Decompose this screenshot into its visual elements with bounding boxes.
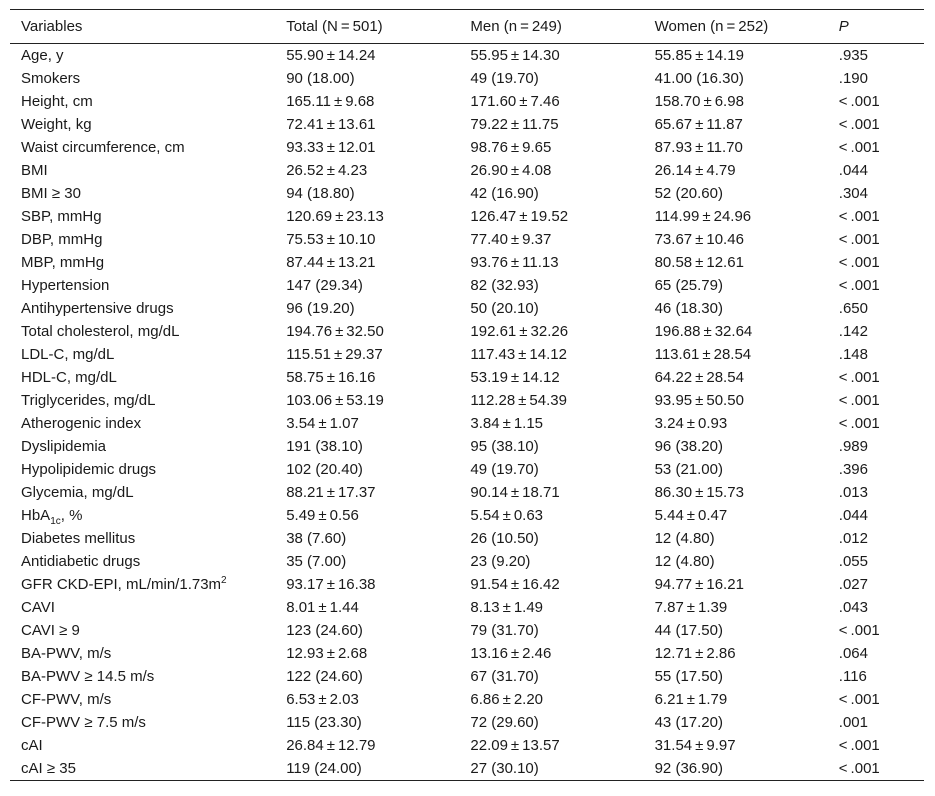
men-cell: 77.40 ± 9.37 (470, 231, 552, 248)
men-cell: 112.28 ± 54.39 (470, 392, 567, 409)
women-cell: 114.99 ± 24.96 (654, 208, 752, 225)
p-value-cell: .027 (838, 576, 868, 593)
men-cell: 192.61 ± 32.26 (470, 323, 569, 340)
women-cell: 44 (17.50) (654, 622, 723, 639)
total-cell: 94 (18.80) (286, 185, 355, 202)
variable-cell: Age, y (21, 47, 64, 64)
women-cell: 31.54 ± 9.97 (654, 737, 736, 754)
total-cell: 5.49 ± 0.56 (286, 507, 359, 524)
total-cell: 72.41 ± 13.61 (286, 116, 376, 133)
header-row (10, 10, 924, 44)
men-cell: 171.60 ± 7.46 (470, 93, 560, 110)
header-variables: Variables (21, 18, 83, 35)
variable-cell: cAI ≥ 35 (21, 760, 76, 777)
p-value-cell: .304 (838, 185, 868, 202)
table-row (10, 389, 924, 412)
total-cell: 123 (24.60) (286, 622, 363, 639)
variable-cell: Weight, kg (21, 116, 92, 133)
table-row (10, 251, 924, 274)
variable-cell: Total cholesterol, mg/dL (21, 323, 180, 340)
total-cell: 90 (18.00) (286, 70, 355, 87)
women-cell: 86.30 ± 15.73 (654, 484, 744, 501)
men-cell: 3.84 ± 1.15 (470, 415, 544, 432)
total-cell: 55.90 ± 14.24 (286, 47, 376, 64)
total-cell: 93.33 ± 12.01 (286, 139, 376, 156)
table-row (10, 136, 924, 159)
table-row (10, 596, 924, 619)
total-cell: 88.21 ± 17.37 (286, 484, 376, 501)
variable-cell: GFR CKD-EPI, $mL/\min/1.73m^2$ (21, 575, 227, 593)
men-cell: 5.54 ± 0.63 (470, 507, 544, 524)
p-value-cell: < .001 (838, 93, 880, 110)
p-value-cell: < .001 (838, 116, 880, 133)
p-value-cell: .044 (838, 507, 868, 524)
p-value-cell: .190 (838, 70, 868, 87)
men-cell: 82 (32.93) (470, 277, 539, 294)
women-cell: 94.77 ± 16.21 (654, 576, 744, 593)
men-cell: 23 (9.20) (470, 553, 531, 570)
table-row (10, 182, 924, 205)
table-row (10, 458, 924, 481)
women-cell: 55.85 ± 14.19 (654, 47, 744, 64)
men-cell: 79.22 ± 11.75 (470, 116, 559, 133)
women-cell: 43 (17.20) (654, 714, 723, 731)
variable-cell: cAI (21, 737, 43, 754)
variable-cell: Glycemia, mg/dL (21, 484, 134, 501)
men-cell: 42 (16.90) (470, 185, 539, 202)
table-row (10, 481, 924, 504)
p-value-cell: .935 (838, 47, 868, 64)
table-row (10, 343, 924, 366)
women-cell: 26.14 ± 4.79 (654, 162, 736, 179)
table-row (10, 527, 924, 550)
p-value-cell: .043 (838, 599, 868, 616)
women-cell: 196.88 ± 32.64 (654, 323, 753, 340)
variable-cell: Waist circumference, cm (21, 139, 185, 156)
total-cell: 96 (19.20) (286, 300, 355, 317)
p-value-cell: < .001 (838, 691, 880, 708)
table-row (10, 550, 924, 573)
total-cell: 147 (29.34) (286, 277, 363, 294)
men-cell: 49 (19.70) (470, 70, 539, 87)
total-cell: 35 (7.00) (286, 553, 347, 570)
table-row (10, 665, 924, 688)
p-value-cell: < .001 (838, 254, 880, 271)
variable-cell: BA-PWV ≥ 14.5 m/s (21, 668, 155, 685)
table-row (10, 435, 924, 458)
variable-cell: Smokers (21, 70, 81, 87)
men-cell: 22.09 ± 13.57 (470, 737, 560, 754)
men-cell: 53.19 ± 14.12 (470, 369, 560, 386)
table-row (10, 274, 924, 297)
variable-cell: HbA$_{1c}$, % (21, 507, 83, 527)
variable-cell: MBP, mmHg (21, 254, 105, 271)
p-value-cell: .001 (838, 714, 868, 731)
men-cell: 95 (38.10) (470, 438, 539, 455)
p-value-cell: < .001 (838, 737, 880, 754)
variable-cell: CF-PWV, m/s (21, 691, 112, 708)
variable-cell: Antihypertensive drugs (21, 300, 174, 317)
men-cell: 93.76 ± 11.13 (470, 254, 559, 271)
table-row (10, 366, 924, 389)
p-value-cell: < .001 (838, 392, 880, 409)
women-cell: 5.44 ± 0.47 (654, 507, 728, 524)
women-cell: 65.67 ± 11.87 (654, 116, 743, 133)
header-total: Total (N = 501) (286, 18, 383, 35)
men-cell: 26.90 ± 4.08 (470, 162, 552, 179)
men-cell: 6.86 ± 2.20 (470, 691, 544, 708)
women-cell: 3.24 ± 0.93 (654, 415, 728, 432)
table-body (10, 44, 924, 781)
men-cell: 26 (10.50) (470, 530, 539, 547)
total-cell: 115 (23.30) (286, 714, 362, 731)
total-cell: 120.69 ± 23.13 (286, 208, 384, 225)
total-cell: 26.52 ± 4.23 (286, 162, 368, 179)
variable-cell: BA-PWV, m/s (21, 645, 112, 662)
p-value-cell: < .001 (838, 415, 880, 432)
women-cell: 87.93 ± 11.70 (654, 139, 743, 156)
p-value-cell: < .001 (838, 760, 880, 777)
p-value-cell: .055 (838, 553, 868, 570)
men-cell: 91.54 ± 16.42 (470, 576, 560, 593)
table-container (10, 9, 924, 781)
variable-cell: Height, cm (21, 93, 93, 110)
total-cell: 93.17 ± 16.38 (286, 576, 376, 593)
variable-cell: Hypertension (21, 277, 110, 294)
table-row (10, 642, 924, 665)
women-cell: 73.67 ± 10.46 (654, 231, 744, 248)
variable-cell: Diabetes mellitus (21, 530, 136, 547)
p-value-cell: < .001 (838, 208, 880, 225)
total-cell: 87.44 ± 13.21 (286, 254, 376, 271)
total-cell: 58.75 ± 16.16 (286, 369, 376, 386)
table-row (10, 688, 924, 711)
men-cell: 90.14 ± 18.71 (470, 484, 560, 501)
women-cell: 65 (25.79) (654, 277, 723, 294)
p-value-cell: .148 (838, 346, 868, 363)
total-cell: 115.51 ± 29.37 (286, 346, 383, 363)
header-p-value: P (838, 18, 849, 35)
table-row (10, 113, 924, 136)
total-cell: 191 (38.10) (286, 438, 363, 455)
women-cell: 113.61 ± 28.54 (654, 346, 752, 363)
variable-cell: Atherogenic index (21, 415, 142, 432)
p-value-cell: .064 (838, 645, 868, 662)
women-cell: 158.70 ± 6.98 (654, 93, 744, 110)
p-value-cell: < .001 (838, 277, 880, 294)
variable-cell: Antidiabetic drugs (21, 553, 141, 570)
men-cell: 49 (19.70) (470, 461, 539, 478)
women-cell: 80.58 ± 12.61 (654, 254, 744, 271)
table-row (10, 412, 924, 435)
p-value-cell: < .001 (838, 139, 880, 156)
variable-cell: HDL-C, mg/dL (21, 369, 117, 386)
women-cell: 7.87 ± 1.39 (654, 599, 728, 616)
total-cell: 6.53 ± 2.03 (286, 691, 359, 708)
women-cell: 41.00 (16.30) (654, 70, 744, 87)
table-row (10, 297, 924, 320)
table-row (10, 504, 924, 527)
men-cell: 72 (29.60) (470, 714, 539, 731)
variable-cell: DBP, mmHg (21, 231, 103, 248)
table-row (10, 711, 924, 734)
variable-cell: Dyslipidemia (21, 438, 107, 455)
superscript: 2 (221, 575, 227, 586)
men-cell: 98.76 ± 9.65 (470, 139, 552, 156)
total-cell: 75.53 ± 10.10 (286, 231, 376, 248)
women-cell: 46 (18.30) (654, 300, 723, 317)
p-value-cell: .142 (838, 323, 868, 340)
men-cell: 79 (31.70) (470, 622, 539, 639)
total-cell: 12.93 ± 2.68 (286, 645, 368, 662)
men-cell: 126.47 ± 19.52 (470, 208, 569, 225)
men-cell: 67 (31.70) (470, 668, 539, 685)
characteristics-table (10, 9, 924, 781)
men-cell: 27 (30.10) (470, 760, 539, 777)
total-cell: 38 (7.60) (286, 530, 347, 547)
subscript: 1c (50, 516, 61, 527)
women-cell: 52 (20.60) (654, 185, 723, 202)
table-row (10, 67, 924, 90)
p-value-cell: .044 (838, 162, 868, 179)
table-row (10, 44, 924, 68)
table-row (10, 619, 924, 642)
women-cell: 53 (21.00) (654, 461, 723, 478)
women-cell: 92 (36.90) (654, 760, 723, 777)
table-row (10, 90, 924, 113)
table-row (10, 757, 924, 781)
p-value-cell: .989 (838, 438, 868, 455)
p-value-cell: .116 (838, 668, 867, 685)
total-cell: 26.84 ± 12.79 (286, 737, 376, 754)
variable-cell: BMI ≥ 30 (21, 185, 81, 202)
variable-cell: SBP, mmHg (21, 208, 102, 225)
total-cell: 122 (24.60) (286, 668, 363, 685)
table-row (10, 573, 924, 596)
women-cell: 6.21 ± 1.79 (654, 691, 728, 708)
women-cell: 12.71 ± 2.86 (654, 645, 736, 662)
table-row (10, 320, 924, 343)
header-women: Women (n = 252) (654, 18, 769, 35)
women-cell: 96 (38.20) (654, 438, 723, 455)
women-cell: 12 (4.80) (654, 530, 715, 547)
p-value-cell: .013 (838, 484, 868, 501)
total-cell: 103.06 ± 53.19 (286, 392, 384, 409)
women-cell: 55 (17.50) (654, 668, 723, 685)
total-cell: 8.01 ± 1.44 (286, 599, 359, 616)
p-value-cell: .396 (838, 461, 868, 478)
total-cell: 3.54 ± 1.07 (286, 415, 359, 432)
p-value-cell: < .001 (838, 231, 880, 248)
men-cell: 13.16 ± 2.46 (470, 645, 552, 662)
variable-cell: Hypolipidemic drugs (21, 461, 157, 478)
men-cell: 8.13 ± 1.49 (470, 599, 544, 616)
men-cell: 117.43 ± 14.12 (470, 346, 567, 363)
table-row (10, 159, 924, 182)
total-cell: 194.76 ± 32.50 (286, 323, 384, 340)
table-header (10, 10, 924, 44)
women-cell: 12 (4.80) (654, 553, 715, 570)
p-value-cell: < .001 (838, 369, 880, 386)
women-cell: 93.95 ± 50.50 (654, 392, 744, 409)
header-men: Men (n = 249) (470, 18, 562, 35)
variable-cell: BMI (21, 162, 48, 179)
p-value-cell: .012 (838, 530, 868, 547)
table-row (10, 734, 924, 757)
men-cell: 55.95 ± 14.30 (470, 47, 560, 64)
table-row (10, 205, 924, 228)
p-value-cell: .650 (838, 300, 868, 317)
p-value-cell: < .001 (838, 622, 880, 639)
total-cell: 102 (20.40) (286, 461, 363, 478)
variable-cell: CAVI (21, 599, 55, 616)
table-row (10, 228, 924, 251)
women-cell: 64.22 ± 28.54 (654, 369, 744, 386)
total-cell: 165.11 ± 9.68 (286, 93, 375, 110)
variable-cell: Triglycerides, mg/dL (21, 392, 156, 409)
men-cell: 50 (20.10) (470, 300, 539, 317)
variable-cell: CAVI ≥ 9 (21, 622, 80, 639)
total-cell: 119 (24.00) (286, 760, 362, 777)
variable-cell: CF-PWV ≥ 7.5 m/s (21, 714, 146, 731)
variable-cell: LDL-C, mg/dL (21, 346, 115, 363)
